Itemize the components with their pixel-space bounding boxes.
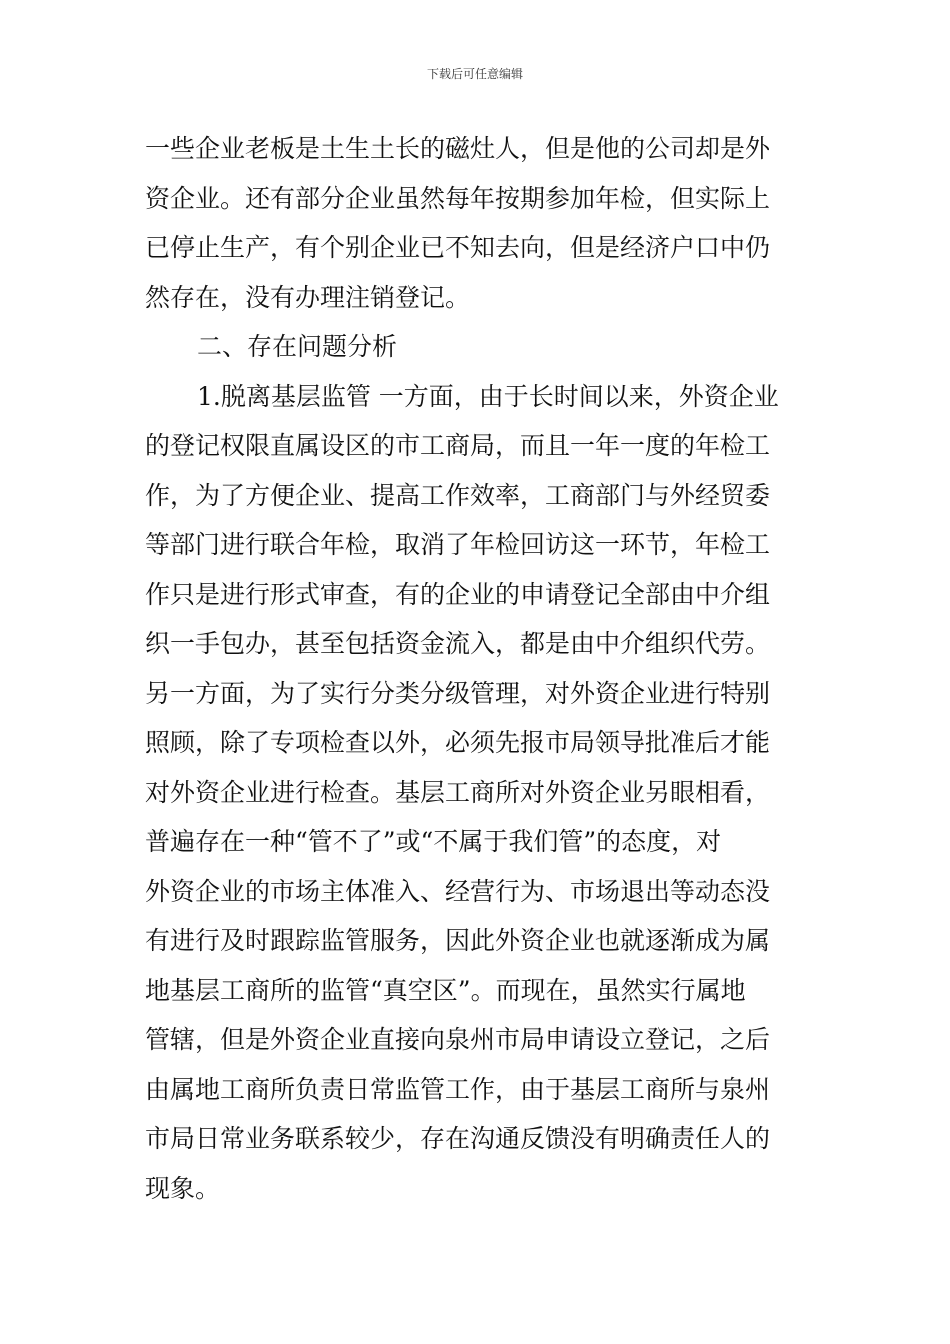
document-body	[145, 124, 810, 1213]
body-line: 普遍存在一种“管不了”或“不属于我们管”的态度，对	[145, 827, 722, 856]
body-line: 现象。	[145, 1173, 221, 1203]
body-line: 管辖，但是外资企业直接向泉州市局申请设立登记，之后	[145, 1025, 771, 1054]
body-line: 有进行及时跟踪监管服务，因此外资企业也就逐渐成为属	[145, 926, 771, 955]
body-line: 市局日常业务联系较少，存在沟通反馈没有明确责任人的	[145, 1124, 771, 1153]
body-line: 由属地工商所负责日常监管工作，由于基层工商所与泉州	[145, 1074, 771, 1104]
body-line: 织一手包办，甚至包括资金流入，都是由中介组织代劳。	[145, 629, 771, 658]
body-line: 资企业。还有部分企业虽然每年按期参加年检，但实际上	[145, 183, 771, 213]
body-line: 1.脱离基层监管 一方面，由于长时间以来，外资企业	[197, 381, 779, 411]
body-line: 一些企业老板是土生土长的磁灶人，但是他的公司却是外	[145, 134, 771, 163]
body-line: 另一方面，为了实行分类分级管理，对外资企业进行特别	[145, 678, 771, 708]
section-heading: 二、存在问题分析	[197, 332, 398, 361]
body-line: 对外资企业进行检查。基层工商所对外资企业另眼相看，	[145, 777, 771, 807]
body-line: 地基层工商所的监管“真空区”。而现在，虽然实行属地	[145, 975, 746, 1005]
body-line: 的登记权限直属设区的市工商局，而且一年一度的年检工	[145, 431, 771, 460]
body-line: 外资企业的市场主体准入、经营行为、市场退出等动态没	[145, 876, 771, 906]
body-line: 照顾，除了专项检查以外，必须先报市局领导批准后才能	[145, 728, 771, 757]
body-line: 作，为了方便企业、提高工作效率，工商部门与外经贸委	[145, 480, 771, 510]
page-header-note: 下载后可任意编辑	[426, 67, 523, 81]
body-line: 作只是进行形式审查，有的企业的申请登记全部由中介组	[145, 579, 771, 609]
body-line: 已停止生产，有个别企业已不知去向，但是经济户口中仍	[145, 233, 771, 262]
body-line: 等部门进行联合年检，取消了年检回访这一环节，年检工	[145, 530, 771, 559]
body-line: 然存在，没有办理注销登记。	[145, 282, 471, 312]
